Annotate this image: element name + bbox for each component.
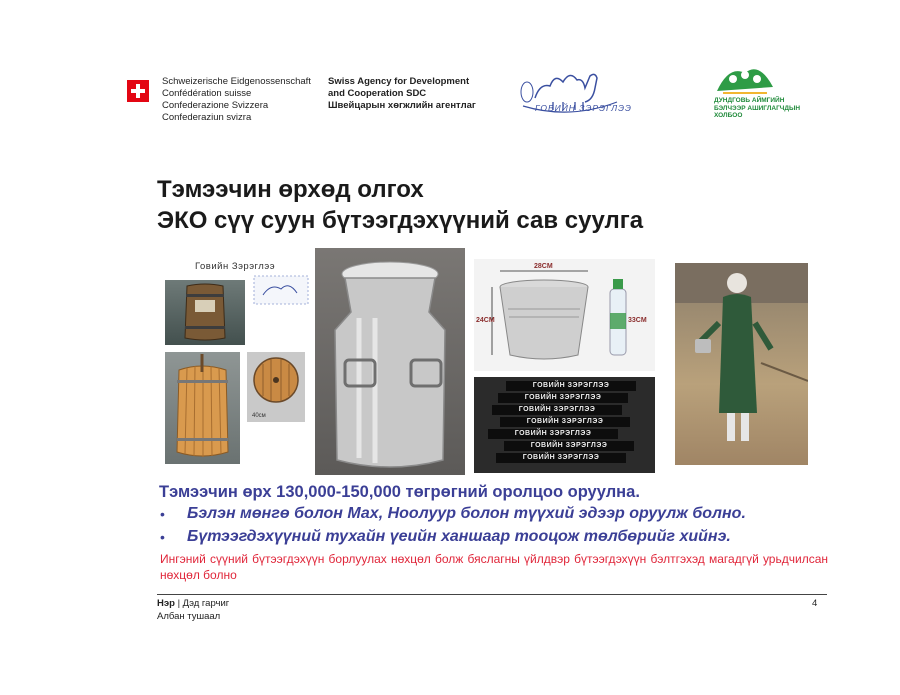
bullet-item: Бэлэн мөнгө болон Мах, Ноолуур болон түүхий эдээр оруулж болно. — [187, 505, 746, 522]
bucket-width-label: 28CM — [534, 263, 553, 270]
bucket-height-label: 24CM — [476, 317, 495, 324]
footer-title-line — [157, 598, 229, 611]
label-strip: ГОВИЙН ЗЭРЭГЛЭЭ — [488, 429, 618, 439]
label-strip: ГОВИЙН ЗЭРЭГЛЭЭ — [498, 393, 628, 403]
barrel-render-small-image — [165, 280, 245, 345]
label-strip: ГОВИЙН ЗЭРЭГЛЭЭ — [492, 405, 622, 415]
footer-office: Албан тушаал — [157, 610, 221, 622]
bucket-with-dimensions-image — [474, 259, 655, 371]
dundgobi-association-name: ДУНДГОВЬ АЙМГИЙН БЭЛЧЭЭР АШИГЛАГЧДЫН ХОЛБОО — [714, 97, 801, 119]
slide-title: Тэмээчин өрхөд олгох ЭКО сүү суун бүтээгдэхүүний сав суулга — [157, 176, 644, 234]
sdc-name: Swiss Agency for Development and Cooperation SDC Швейцарын хөгжлийн агентлаг — [328, 76, 476, 111]
bucket-icon — [474, 259, 655, 371]
barrel-caption: Говийн Зэрэглээ — [195, 261, 276, 272]
bullet-item: Бүтээгдэхүүний тухайн үеийн ханшаар тооцож төлбөрийг хийнэ. — [187, 528, 731, 545]
label-strip: ГОВИЙН ЗЭРЭГЛЭЭ — [496, 453, 626, 463]
confederation-name: Schweizerische Eidgenossenschaft Confédération suisse Confederazione Svizzera Confederaziun svizra — [162, 76, 311, 123]
wooden-barrel-icon — [165, 352, 240, 464]
barrel-icon — [165, 280, 245, 345]
footer-name: Нэр — [157, 598, 175, 609]
herder-woman-photo — [675, 263, 808, 465]
person-icon — [675, 263, 808, 465]
label-strip: ГОВИЙН ЗЭРЭГЛЭЭ — [506, 381, 636, 391]
red-note: Ингэний сүүний бүтээгдэхүүн борлуулах нөхцөл болж бяслагны үйлдвэр бүтээгдэхүүн бэлтгэхэд магадгүй урьдчилсан нөхцөл болно — [160, 552, 828, 582]
barrel-lid-icon — [247, 352, 305, 422]
footer-divider — [157, 594, 827, 595]
footer-left — [157, 598, 229, 623]
dundgobi-association-logo-icon — [715, 57, 775, 95]
barrel-render-large-image — [165, 352, 240, 464]
contribution-statement: Тэмээчин өрх 130,000-150,000 төгрөгний оролцоо оруулна. — [159, 483, 640, 501]
swiss-flag-icon — [127, 80, 149, 102]
page-number: 4 — [812, 598, 818, 609]
product-labels-image — [474, 377, 655, 473]
label-strip: ГОВИЙН ЗЭРЭГЛЭЭ — [504, 441, 634, 451]
lid-size-label: 40см — [252, 413, 266, 419]
bottle-height-label: 33CM — [628, 317, 647, 324]
barrel-logo-sketch-icon — [253, 275, 309, 305]
footer-subtitle: Дэд гарчиг — [182, 598, 230, 609]
milk-can-image — [315, 248, 465, 475]
bullet-marker: • — [160, 529, 165, 545]
bullet-marker: • — [160, 506, 165, 522]
label-strip: ГОВИЙН ЗЭРЭГЛЭЭ — [500, 417, 630, 427]
barrel-lid-image — [247, 352, 305, 422]
footer-separator: | — [177, 598, 181, 609]
milk-can-icon — [315, 248, 465, 475]
gobi-logo-text: ГОВИЙН ЗЭРЭГЛЭЭ — [535, 103, 632, 113]
